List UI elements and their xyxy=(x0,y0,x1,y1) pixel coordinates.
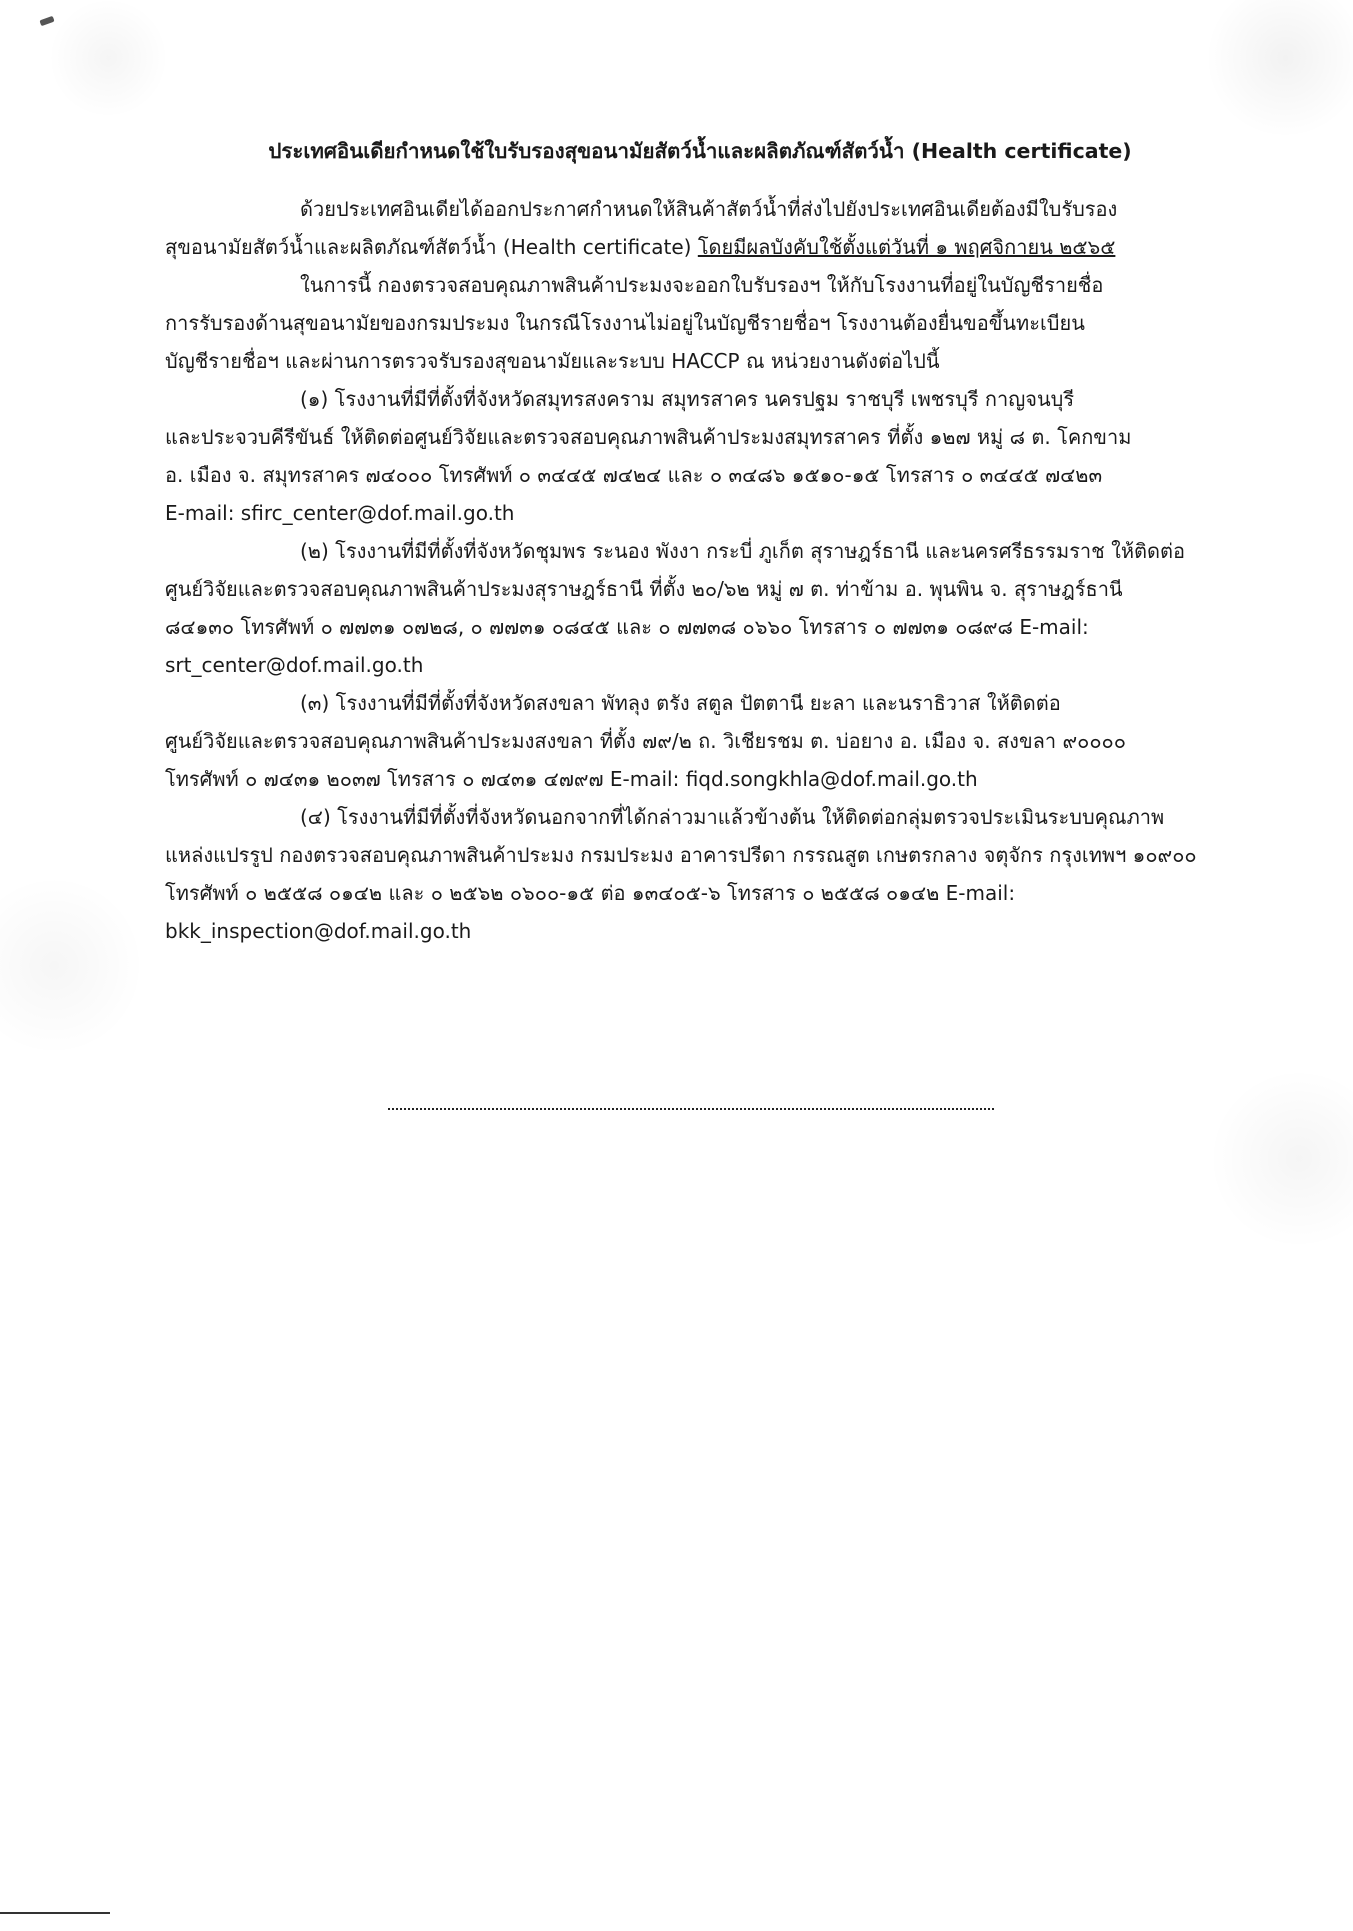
email-address: bkk_inspection@dof.mail.go.th xyxy=(165,919,472,943)
list-item-line: (๓) โรงงานที่มีที่ตั้งที่จังหวัดสงขลา พัทลุง ตรัง สตูล ปัตตานี ยะลา และนราธิวาส ให้ติดต่อ xyxy=(300,691,1061,715)
list-item-line: โทรศัพท์ ๐ ๒๕๕๘ ๐๑๔๒ และ ๐ ๒๕๖๒ ๐๖๐๐-๑๕ ต่อ ๑๓๔๐๕-๖ โทรสาร ๐ ๒๕๕๘ ๐๑๔๒ E-mail: xyxy=(165,881,1016,905)
list-item-line: (๔) โรงงานที่มีที่ตั้งที่จังหวัดนอกจากที่ได้กล่าวมาแล้วข้างต้น ให้ติดต่อกลุ่มตรวจประเมินระบบคุณภาพ xyxy=(300,805,1165,829)
intro-paragraph xyxy=(165,190,1235,266)
document-body xyxy=(165,136,1235,950)
scope-line: การรับรองด้านสุขอนามัยของกรมประมง ในกรณีโรงงานไม่อยู่ในบัญชีรายชื่อฯ โรงงานต้องยื่นขอขึ้นทะเบียน xyxy=(165,311,1085,335)
list-item-line: ๘๔๑๓๐ โทรศัพท์ ๐ ๗๗๓๑ ๐๗๒๘, ๐ ๗๗๓๑ ๐๘๔๕ และ ๐ ๗๗๓๘ ๐๖๖๐ โทรสาร ๐ ๗๗๓๑ ๐๘๙๘ E-mail: xyxy=(165,615,1089,639)
document-title: ประเทศอินเดียกำหนดใช้ใบรับรองสุขอนามัยสัตว์น้ำและผลิตภัณฑ์สัตว์น้ำ (Health certificate) xyxy=(268,139,1132,163)
list-item-line: โทรศัพท์ ๐ ๗๔๓๑ ๒๐๓๗ โทรสาร ๐ ๗๔๓๑ ๔๗๙๗ E-mail: fiqd.songkhla@dof.mail.go.th xyxy=(165,767,978,791)
end-of-document-dotted-rule xyxy=(388,1108,994,1110)
list-item-line: แหล่งแปรรูป กองตรวจสอบคุณภาพสินค้าประมง กรมประมง อาคารปรีดา กรรณสูต เกษตรกลาง จตุจักร กรุงเทพฯ ๑๐๙๐๐ xyxy=(165,843,1197,867)
scan-edge-line xyxy=(0,1912,110,1914)
intro-line-text: สุขอนามัยสัตว์น้ำและผลิตภัณฑ์สัตว์น้ำ (Health certificate) xyxy=(165,235,698,259)
list-item-3 xyxy=(165,684,1235,798)
effective-date-underlined: โดยมีผลบังคับใช้ตั้งแต่วันที่ ๑ พฤศจิกายน ๒๕๖๕ xyxy=(697,235,1116,259)
scope-paragraph xyxy=(165,266,1235,380)
scope-line: บัญชีรายชื่อฯ และผ่านการตรวจรับรองสุขอนามัยและระบบ HACCP ณ หน่วยงานดังต่อไปนี้ xyxy=(165,349,940,373)
intro-line: ด้วยประเทศอินเดียได้ออกประกาศกำหนดให้สินค้าสัตว์น้ำที่ส่งไปยังประเทศอินเดียต้องมีใบรับรอง xyxy=(300,197,1118,221)
list-item-line: ศูนย์วิจัยและตรวจสอบคุณภาพสินค้าประมงสงขลา ที่ตั้ง ๗๙/๒ ถ. วิเชียรชม ต. บ่อยาง อ. เมือง จ. สงขลา ๙๐๐๐๐ xyxy=(165,729,1126,753)
email-address: E-mail: sfirc_center@dof.mail.go.th xyxy=(165,501,515,525)
list-item-line: (๒) โรงงานที่มีที่ตั้งที่จังหวัดชุมพร ระนอง พังงา กระบี่ ภูเก็ต สุราษฎร์ธานี และนครศรีธรรมราช ให้ติดต่อ xyxy=(300,539,1186,563)
list-item-2 xyxy=(165,532,1235,684)
list-item-line: และประจวบคีรีขันธ์ ให้ติดต่อศูนย์วิจัยและตรวจสอบคุณภาพสินค้าประมงสมุทรสาคร ที่ตั้ง ๑๒๗ หมู่ ๘ ต. โคกขาม xyxy=(165,425,1132,449)
list-item-4 xyxy=(165,798,1235,950)
list-item-line: อ. เมือง จ. สมุทรสาคร ๗๔๐๐๐ โทรศัพท์ ๐ ๓๔๔๕ ๗๔๒๔ และ ๐ ๓๔๘๖ ๑๕๑๐-๑๕ โทรสาร ๐ ๓๔๔๕ ๗๔๒๓ xyxy=(165,463,1103,487)
list-item-line: (๑) โรงงานที่มีที่ตั้งที่จังหวัดสมุทรสงคราม สมุทรสาคร นครปฐม ราชบุรี เพชรบุรี กาญจนบุรี xyxy=(300,387,1075,411)
scope-line: ในการนี้ กองตรวจสอบคุณภาพสินค้าประมงจะออกใบรับรองฯ ให้กับโรงงานที่อยู่ในบัญชีรายชื่อ xyxy=(300,273,1104,297)
list-item-1 xyxy=(165,380,1235,532)
email-address: srt_center@dof.mail.go.th xyxy=(165,653,424,677)
scan-speck xyxy=(39,16,54,26)
list-item-line: ศูนย์วิจัยและตรวจสอบคุณภาพสินค้าประมงสุราษฎร์ธานี ที่ตั้ง ๒๐/๖๒ หมู่ ๗ ต. ท่าข้าม อ. พุนพิน จ. สุราษฎร์ธานี xyxy=(165,577,1123,601)
intro-line-effective-date xyxy=(165,228,1235,266)
